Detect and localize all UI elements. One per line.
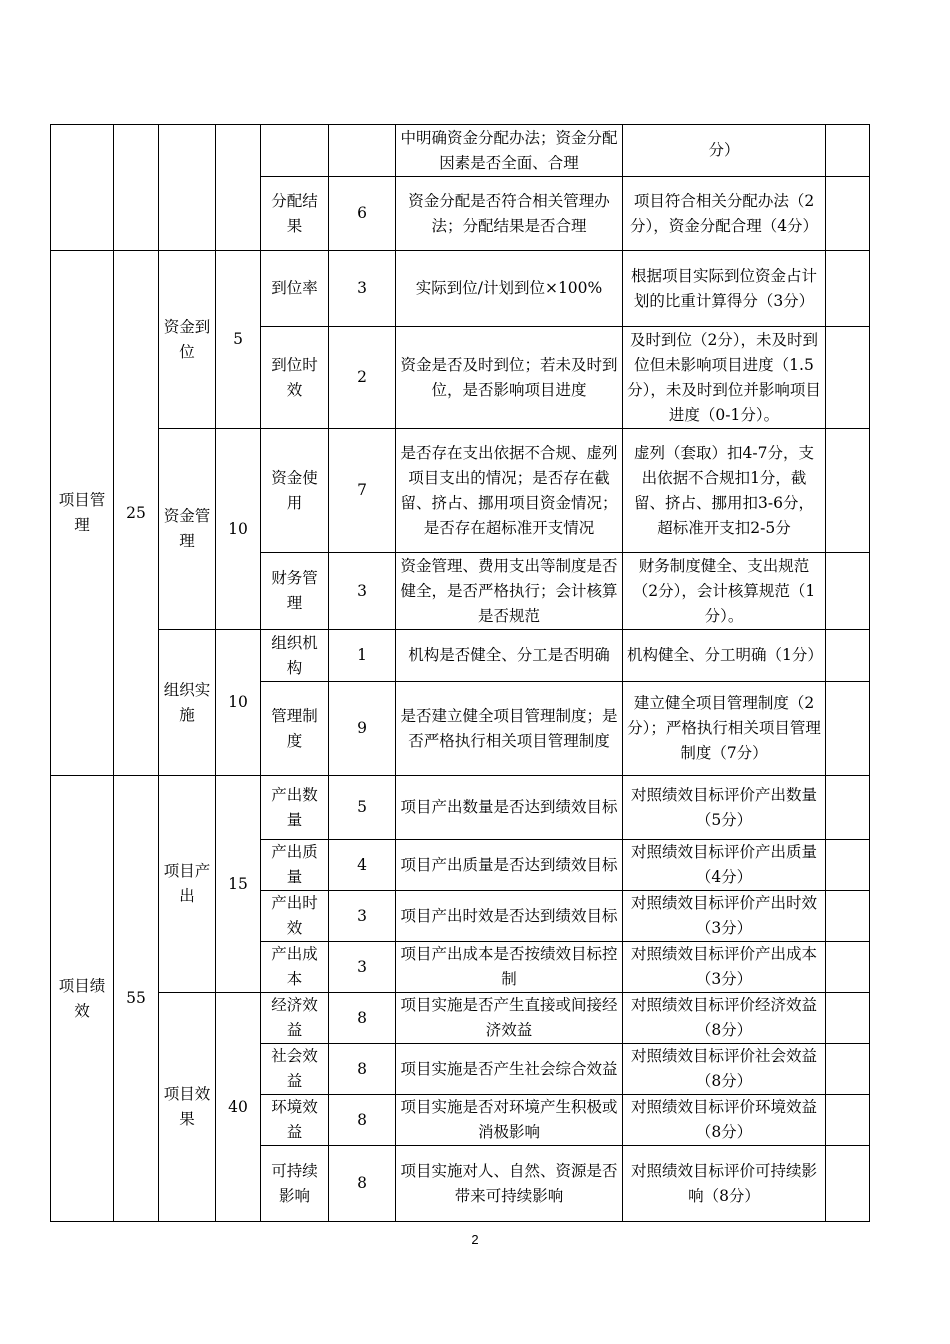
level3-name-cell: 经济效益 (261, 993, 329, 1044)
table-row (51, 251, 870, 327)
level3-name-cell: 可持续影响 (261, 1146, 329, 1222)
scoring-standard-cell: 虚列（套取）扣4-7分，支出依据不合规扣1分，截留、挤占、挪用扣3-6分，超标准开支扣2-5分 (623, 429, 826, 553)
level3-name-cell: 管理制度 (261, 682, 329, 776)
evaluation-content-cell: 资金是否及时到位；若未及时到位，是否影响项目进度 (396, 327, 623, 429)
scoring-standard-cell: 对照绩效目标评价可持续影响（8分） (623, 1146, 826, 1222)
scoring-standard-cell: 项目符合相关分配办法（2分），资金分配合理（4分） (623, 177, 826, 251)
level2-score-cell: 10 (216, 630, 261, 776)
level1-score-cell: 25 (114, 251, 159, 776)
evaluation-content-cell: 资金分配是否符合相关管理办法；分配结果是否合理 (396, 177, 623, 251)
level2-score-cell: 5 (216, 251, 261, 429)
evaluation-content-cell: 项目产出质量是否达到绩效目标 (396, 840, 623, 891)
level2-cell: 资金到位 (159, 251, 216, 429)
scoring-standard-cell: 对照绩效目标评价环境效益（8分） (623, 1095, 826, 1146)
level3-score-cell: 3 (329, 942, 396, 993)
scoring-standard-cell: 机构健全、分工明确（1分） (623, 630, 826, 682)
remarks-cell (826, 630, 870, 682)
evaluation-content-cell: 项目产出时效是否达到绩效目标 (396, 891, 623, 942)
scoring-standard-cell: 及时到位（2分），未及时到位但未影响项目进度（1.5分），未及时到位并影响项目进度（0-1分）。 (623, 327, 826, 429)
evaluation-content-cell: 项目实施是否产生社会综合效益 (396, 1044, 623, 1095)
evaluation-content-cell: 是否建立健全项目管理制度；是否严格执行相关项目管理制度 (396, 682, 623, 776)
remarks-cell (826, 776, 870, 840)
level3-score-cell: 3 (329, 553, 396, 630)
level3-name-cell: 到位率 (261, 251, 329, 327)
level3-name-cell (261, 125, 329, 177)
scoring-standard-cell: 根据项目实际到位资金占计划的比重计算得分（3分） (623, 251, 826, 327)
remarks-cell (826, 177, 870, 251)
level1-cell: 项目管理 (51, 251, 114, 776)
remarks-cell (826, 993, 870, 1044)
level1-cell: 项目绩效 (51, 776, 114, 1222)
remarks-cell (826, 251, 870, 327)
level3-score-cell: 9 (329, 682, 396, 776)
remarks-cell (826, 1095, 870, 1146)
evaluation-content-cell: 项目产出数量是否达到绩效目标 (396, 776, 623, 840)
scoring-standard-cell: 对照绩效目标评价经济效益（8分） (623, 993, 826, 1044)
evaluation-content-cell: 项目实施对人、自然、资源是否带来可持续影响 (396, 1146, 623, 1222)
table-row (51, 993, 870, 1044)
level3-score-cell: 4 (329, 840, 396, 891)
level3-score-cell: 8 (329, 1044, 396, 1095)
level2-score-cell: 40 (216, 993, 261, 1222)
evaluation-content-cell: 项目实施是否产生直接或间接经济效益 (396, 993, 623, 1044)
level2-score-cell: 10 (216, 429, 261, 630)
level3-score-cell: 8 (329, 1146, 396, 1222)
level1-score-cell: 55 (114, 776, 159, 1222)
level3-name-cell: 产出成本 (261, 942, 329, 993)
scoring-standard-cell: 对照绩效目标评价社会效益（8分） (623, 1044, 826, 1095)
level3-score-cell: 8 (329, 993, 396, 1044)
scoring-standard-cell: 对照绩效目标评价产出时效（3分） (623, 891, 826, 942)
level3-score-cell: 7 (329, 429, 396, 553)
scoring-standard-cell: 建立健全项目管理制度（2分）；严格执行相关项目管理制度（7分） (623, 682, 826, 776)
level2-score-cell (216, 125, 261, 251)
level2-cell: 资金管理 (159, 429, 216, 630)
level3-score-cell: 6 (329, 177, 396, 251)
level3-name-cell: 产出时效 (261, 891, 329, 942)
evaluation-content-cell: 实际到位/计划到位×100% (396, 251, 623, 327)
remarks-cell (826, 1146, 870, 1222)
evaluation-content-cell: 中明确资金分配办法；资金分配因素是否全面、合理 (396, 125, 623, 177)
level3-score-cell: 5 (329, 776, 396, 840)
level3-score-cell: 8 (329, 1095, 396, 1146)
scoring-standard-cell: 对照绩效目标评价产出质量（4分） (623, 840, 826, 891)
remarks-cell (826, 553, 870, 630)
level2-cell (159, 125, 216, 251)
level3-name-cell: 财务管理 (261, 553, 329, 630)
level3-name-cell: 环境效益 (261, 1095, 329, 1146)
table-row (51, 776, 870, 840)
level3-name-cell: 产出数量 (261, 776, 329, 840)
evaluation-content-cell: 是否存在支出依据不合规、虚列项目支出的情况；是否存在截留、挤占、挪用项目资金情况；是否存在超标准开支情况 (396, 429, 623, 553)
level3-score-cell: 1 (329, 630, 396, 682)
remarks-cell (826, 942, 870, 993)
level2-score-cell: 15 (216, 776, 261, 993)
level2-cell: 项目效果 (159, 993, 216, 1222)
scoring-standard-cell: 分） (623, 125, 826, 177)
remarks-cell (826, 327, 870, 429)
evaluation-content-cell: 机构是否健全、分工是否明确 (396, 630, 623, 682)
remarks-cell (826, 429, 870, 553)
level3-name-cell: 到位时效 (261, 327, 329, 429)
scoring-standard-cell: 对照绩效目标评价产出成本（3分） (623, 942, 826, 993)
level2-cell: 组织实施 (159, 630, 216, 776)
remarks-cell (826, 125, 870, 177)
remarks-cell (826, 1044, 870, 1095)
remarks-cell (826, 682, 870, 776)
evaluation-content-cell: 项目产出成本是否按绩效目标控制 (396, 942, 623, 993)
evaluation-indicator-table (50, 124, 870, 1222)
level3-name-cell: 产出质量 (261, 840, 329, 891)
level1-score-cell (114, 125, 159, 251)
level3-score-cell (329, 125, 396, 177)
level3-name-cell: 社会效益 (261, 1044, 329, 1095)
level1-cell (51, 125, 114, 251)
remarks-cell (826, 891, 870, 942)
evaluation-content-cell: 资金管理、费用支出等制度是否健全，是否严格执行；会计核算是否规范 (396, 553, 623, 630)
level3-name-cell: 组织机构 (261, 630, 329, 682)
scoring-standard-cell: 对照绩效目标评价产出数量（5分） (623, 776, 826, 840)
evaluation-content-cell: 项目实施是否对环境产生积极或消极影响 (396, 1095, 623, 1146)
level3-score-cell: 3 (329, 251, 396, 327)
scoring-standard-cell: 财务制度健全、支出规范（2分），会计核算规范（1分）。 (623, 553, 826, 630)
level3-score-cell: 2 (329, 327, 396, 429)
remarks-cell (826, 840, 870, 891)
level3-score-cell: 3 (329, 891, 396, 942)
level2-cell: 项目产出 (159, 776, 216, 993)
page-number: 2 (471, 1232, 479, 1247)
level3-name-cell: 资金使用 (261, 429, 329, 553)
table-row (51, 429, 870, 553)
level3-name-cell: 分配结果 (261, 177, 329, 251)
table-row (51, 125, 870, 177)
table-row (51, 630, 870, 682)
